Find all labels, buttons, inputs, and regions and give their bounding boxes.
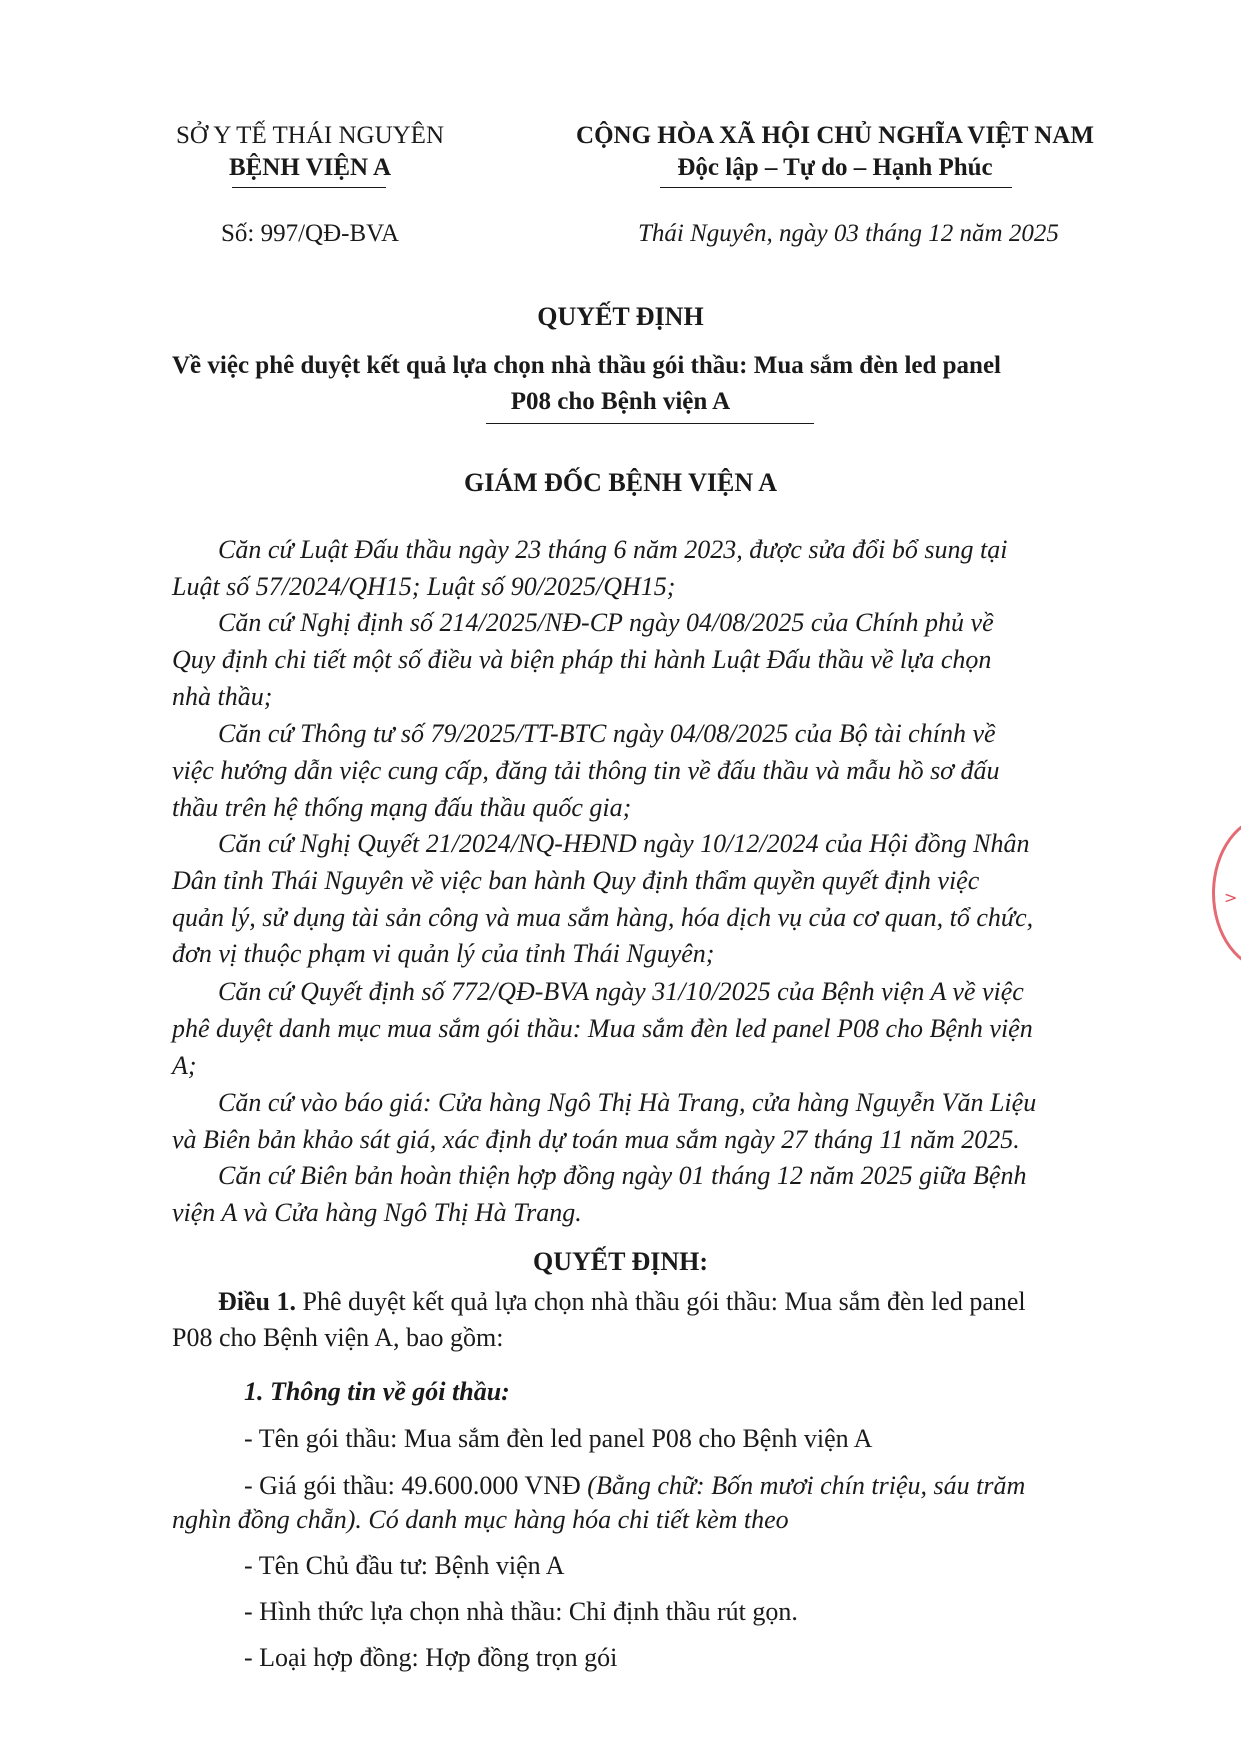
seal-mark-icon: > [1224, 888, 1238, 907]
legal-basis-3 [172, 716, 1132, 826]
package-price-words: (Bằng chữ: Bốn mươi chín triệu, sáu trăm [587, 1471, 1026, 1500]
basis-line: Căn cứ Quyết định số 772/QĐ-BVA ngày 31/10/2025 của Bệnh viện A về việc [218, 977, 1024, 1006]
issuing-authority: GIÁM ĐỐC BỆNH VIỆN A [463, 468, 777, 497]
basis-line: việc hướng dẫn việc cung cấp, đăng tải thông tin về đấu thầu và mẫu hồ sơ đấu [172, 755, 1000, 785]
section-1-title: 1. Thông tin về gói thầu: [244, 1377, 510, 1406]
basis-line: đơn vị thuộc phạm vi quản lý của tỉnh Thái Nguyên; [172, 939, 715, 969]
basis-line: phê duyệt danh mục mua sắm gói thầu: Mua sắm đèn led panel P08 cho Bệnh viện [172, 1013, 1033, 1043]
basis-line: Căn cứ Luật Đấu thầu ngày 23 tháng 6 năm 2023, được sửa đổi bổ sung tại [218, 535, 1008, 564]
legal-basis-7 [172, 1158, 1132, 1232]
contract-type: - Loại hợp đồng: Hợp đồng trọn gói [244, 1643, 618, 1672]
basis-line: Quy định chi tiết một số điều và biện pháp thi hành Luật Đấu thầu về lựa chọn [172, 644, 992, 674]
basis-line: Căn cứ Biên bản hoàn thiện hợp đồng ngày 01 tháng 12 năm 2025 giữa Bệnh [218, 1161, 1027, 1190]
article-1-text: Phê duyệt kết quả lựa chọn nhà thầu gói thầu: Mua sắm đèn led panel [296, 1287, 1026, 1316]
selection-method: - Hình thức lựa chọn nhà thầu: Chỉ định thầu rút gọn. [244, 1597, 798, 1626]
package-name: - Tên gói thầu: Mua sắm đèn led panel P08 cho Bệnh viện A [244, 1424, 873, 1453]
country-name: CỘNG HÒA XÃ HỘI CHỦ NGHĨA VIỆT NAM [576, 122, 1094, 149]
package-price-line-2: nghìn đồng chẵn). Có danh mục hàng hóa chi tiết kèm theo [172, 1505, 789, 1534]
article-1-line-2: P08 cho Bệnh viện A, bao gồm: [172, 1323, 504, 1352]
document-date: Thái Nguyên, ngày 03 tháng 12 năm 2025 [638, 220, 1059, 247]
basis-line: A; [172, 1050, 197, 1080]
subject-underline [486, 423, 814, 424]
basis-line: Luật số 57/2024/QH15; Luật số 90/2025/QH15; [172, 571, 676, 601]
basis-line: nhà thầu; [172, 681, 273, 711]
basis-line: quản lý, sử dụng tài sản công và mua sắm hàng, hóa dịch vụ của cơ quan, tổ chức, [172, 902, 1034, 932]
hospital-underline [232, 187, 386, 188]
document-title: QUYẾT ĐỊNH [537, 302, 704, 331]
subject-line-1: Về việc phê duyệt kết quả lựa chọn nhà thầu gói thầu: Mua sắm đèn led panel [172, 352, 1002, 379]
legal-basis-6 [172, 1085, 1132, 1159]
basis-line: Dân tỉnh Thái Nguyên về việc ban hành Quy định thẩm quyền quyết định việc [172, 865, 980, 895]
decision-heading: QUYẾT ĐỊNH: [532, 1247, 709, 1276]
article-1-line-1 [218, 1287, 1026, 1317]
investor-name: - Tên Chủ đầu tư: Bệnh viện A [244, 1551, 565, 1580]
package-price-line-1 [244, 1471, 1025, 1501]
national-motto: Độc lập – Tự do – Hạnh Phúc [677, 154, 993, 181]
legal-basis-4 [172, 826, 1132, 973]
legal-basis-5 [172, 974, 1132, 1084]
hospital-name: BỆNH VIỆN A [228, 154, 392, 181]
basis-line: Căn cứ vào báo giá: Cửa hàng Ngô Thị Hà Trang, cửa hàng Nguyễn Văn Liệu [218, 1088, 1037, 1117]
legal-basis-1 [172, 532, 1132, 606]
package-price: - Giá gói thầu: 49.600.000 VNĐ [244, 1471, 588, 1500]
article-1-label: Điều 1. [218, 1287, 296, 1316]
basis-line: viện A và Cửa hàng Ngô Thị Hà Trang. [172, 1197, 582, 1227]
basis-line: thầu trên hệ thống mạng đấu thầu quốc gia; [172, 792, 632, 822]
basis-line: và Biên bản khảo sát giá, xác định dự toán mua sắm ngày 27 tháng 11 năm 2025. [172, 1124, 1020, 1154]
basis-line: Căn cứ Nghị Quyết 21/2024/NQ-HĐND ngày 10/12/2024 của Hội đồng Nhân [218, 829, 1030, 858]
document-number: Số: 997/QĐ-BVA [220, 220, 400, 247]
motto-underline [660, 187, 1012, 188]
department-name: SỞ Y TẾ THÁI NGUYÊN [175, 122, 445, 149]
basis-line: Căn cứ Nghị định số 214/2025/NĐ-CP ngày 04/08/2025 của Chính phủ về [218, 608, 994, 637]
legal-basis-2 [172, 605, 1132, 715]
subject-line-2: P08 cho Bệnh viện A [510, 388, 731, 415]
basis-line: Căn cứ Thông tư số 79/2025/TT-BTC ngày 04/08/2025 của Bộ tài chính về [218, 719, 996, 748]
